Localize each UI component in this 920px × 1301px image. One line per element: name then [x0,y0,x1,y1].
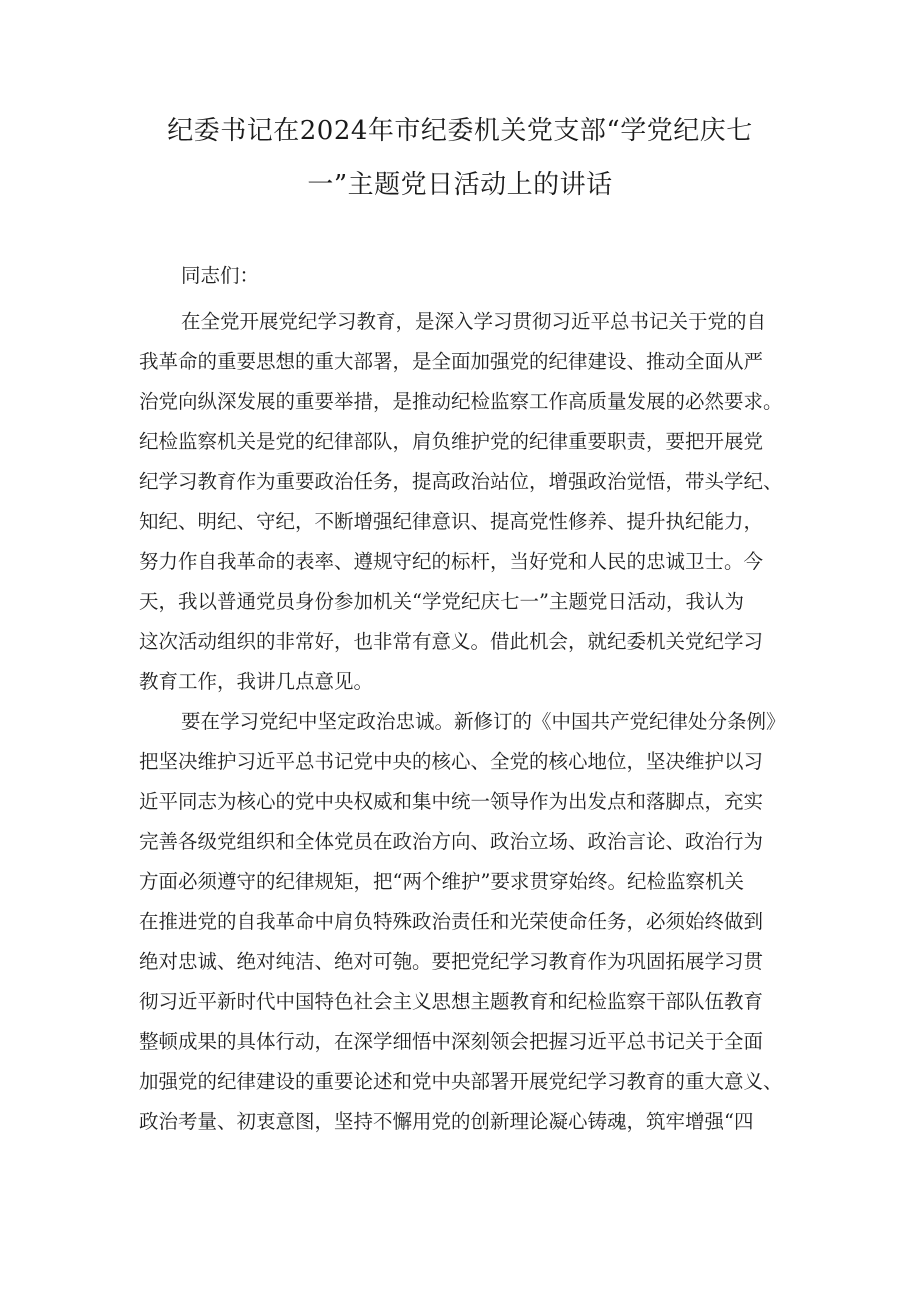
text-line: 完善各级党组织和全体党员在政治方向、政治立场、政治言论、政治行为 [139,830,764,853]
text-line: 要在学习党纪中坚定政治忠诚。新修订的《中国共产党纪律处分条例》 [181,710,786,733]
text-line: 近平同志为核心的党中央权威和集中统一领导作为出发点和落脚点，充实 [139,790,764,813]
text-line: 天，我以普通党员身份参加机关“学党纪庆七一”主题党日活动，我认为 [139,590,744,613]
salutation: 同志们： [181,264,260,287]
text-line: 政治考量、初衷意图，坚持不懈用党的创新理论凝心铸魂，筑牢增强“四 [139,1110,754,1133]
text-line: 在推进党的自我革命中肩负特殊政治责任和光荣使命任务，必须始终做到 [139,910,764,933]
document-body [139,256,805,1142]
text-line: 彻习近平新时代中国特色社会主义思想主题教育和纪检监察干部队伍教育 [139,990,764,1013]
title-line: 一”主题党日活动上的讲话 [307,170,613,200]
document-title [120,104,800,212]
text-line: 加强党的纪律建设的重要论述和党中央部署开展党纪学习教育的重大意义、 [139,1070,783,1093]
text-line: 方面必须遵守的纪律规矩，把“两个维护”要求贯穿始终。纪检监察机关 [139,870,744,893]
title-line: 纪委书记在2024年市纪委机关党支部“学党纪庆七 [167,116,753,146]
text-line: 知纪、明纪、守纪，不断增强纪律意识、提高党性修养、提升执纪能力， [139,510,764,533]
text-line: 教育工作，我讲几点意见。 [139,670,374,693]
text-line: 治党向纵深发展的重要举措，是推动纪检监察工作高质量发展的必然要求。 [139,390,783,413]
paragraph-1 [139,302,805,702]
paragraph-2 [139,702,805,1142]
text-line: 纪检监察机关是党的纪律部队，肩负维护党的纪律重要职责，要把开展党 [139,430,764,453]
text-line: 纪学习教育作为重要政治任务，提高政治站位，增强政治觉悟，带头学纪、 [139,470,783,493]
text-line: 整顿成果的具体行动，在深学细悟中深刻领会把握习近平总书记关于全面 [139,1030,764,1053]
text-line: 绝对忠诚、绝对纯洁、绝对可匏。要把党纪学习教育作为巩固拓展学习贯 [139,950,764,973]
text-line: 我革命的重要思想的重大部署，是全面加强党的纪律建设、推动全面从严 [139,350,764,373]
text-line: 在全党开展党纪学习教育，是深入学习贯彻习近平总书记关于党的自 [181,310,767,333]
text-line: 这次活动组织的非常好，也非常有意义。借此机会，就纪委机关党纪学习 [139,630,764,653]
text-line: 努力作自我革命的表率、遵规守纪的标杆，当好党和人民的忠诚卫士。今 [139,550,764,573]
text-line: 把坚决维护习近平总书记党中央的核心、全党的核心地位，坚决维护以习 [139,750,764,773]
